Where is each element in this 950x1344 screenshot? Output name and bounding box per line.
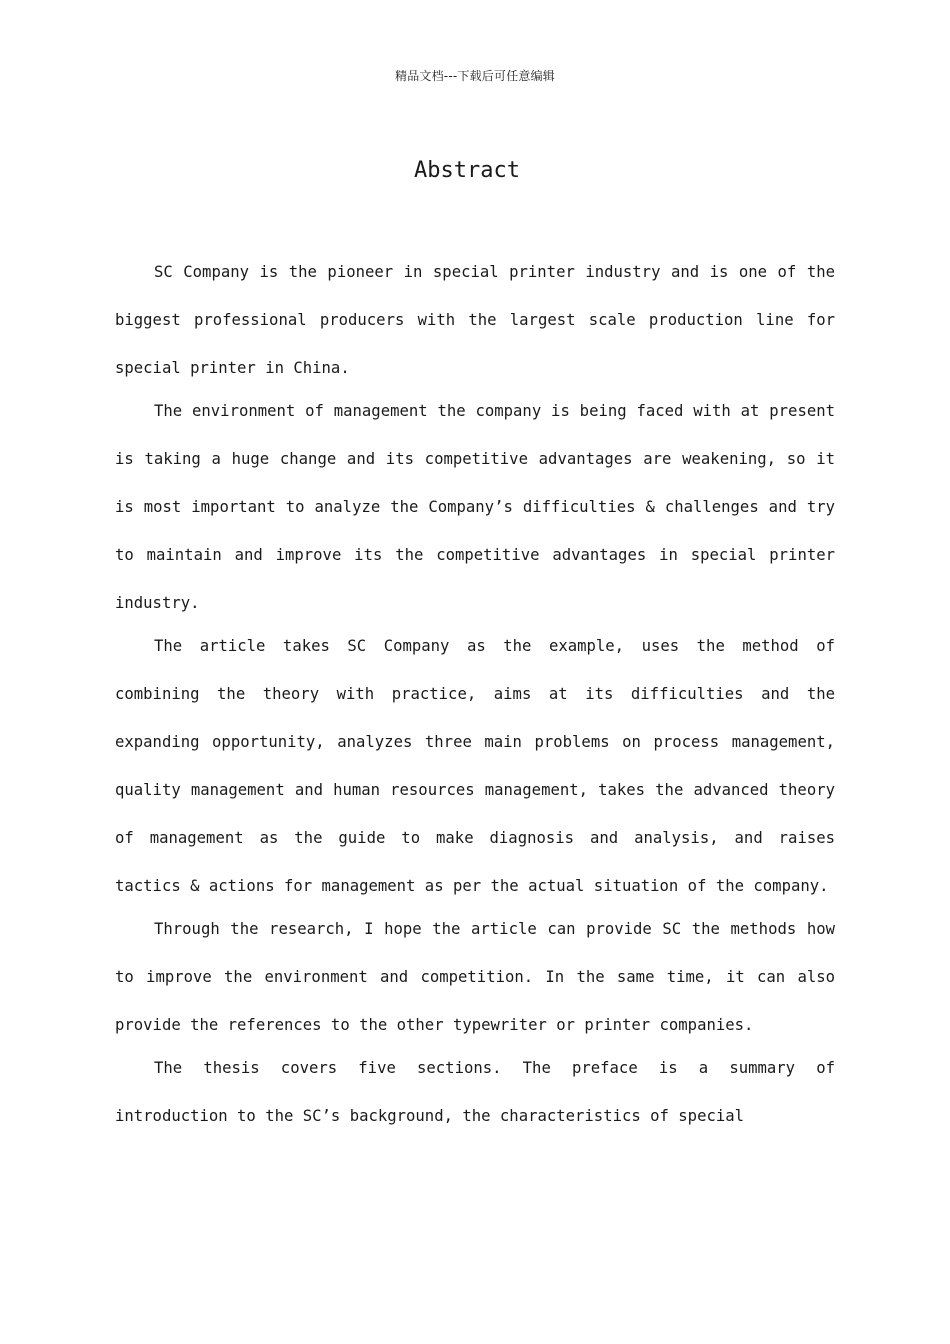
paragraph-1: SC Company is the pioneer in special printer industry and is one of the biggest professional producers with the largest scale production line for special printer in China. <box>115 263 835 377</box>
header-note: 精品文档---下载后可任意编辑 <box>395 69 555 83</box>
paragraph-4: Through the research, I hope the article can provide SC the methods how to improve the environment and competition. In the same time, it can also provide the references to the other typewriter or printer companies. <box>115 920 835 1034</box>
paragraph-2: The environment of management the company is being faced with at present is taking a huge change and its competitive advantages are weakening, so it is most important to analyze the Company’s difficulties & challenges and try to maintain and improve its the competitive advantages in special printer industry. <box>115 402 835 612</box>
abstract-body <box>115 248 835 1135</box>
paragraph-3: The article takes SC Company as the example, uses the method of combining the theory with practice, aims at its difficulties and the expanding opportunity, analyzes three main problems on process management, quality management and human resources management, takes the advanced theory of management as the guide to make diagnosis and analysis, and raises tactics & actions for management as per the actual situation of the company. <box>115 637 835 895</box>
page-title: Abstract <box>414 158 520 183</box>
paragraph-5: The thesis covers five sections. The preface is a summary of introduction to the SC’s background, the characteristics of special <box>115 1059 835 1125</box>
